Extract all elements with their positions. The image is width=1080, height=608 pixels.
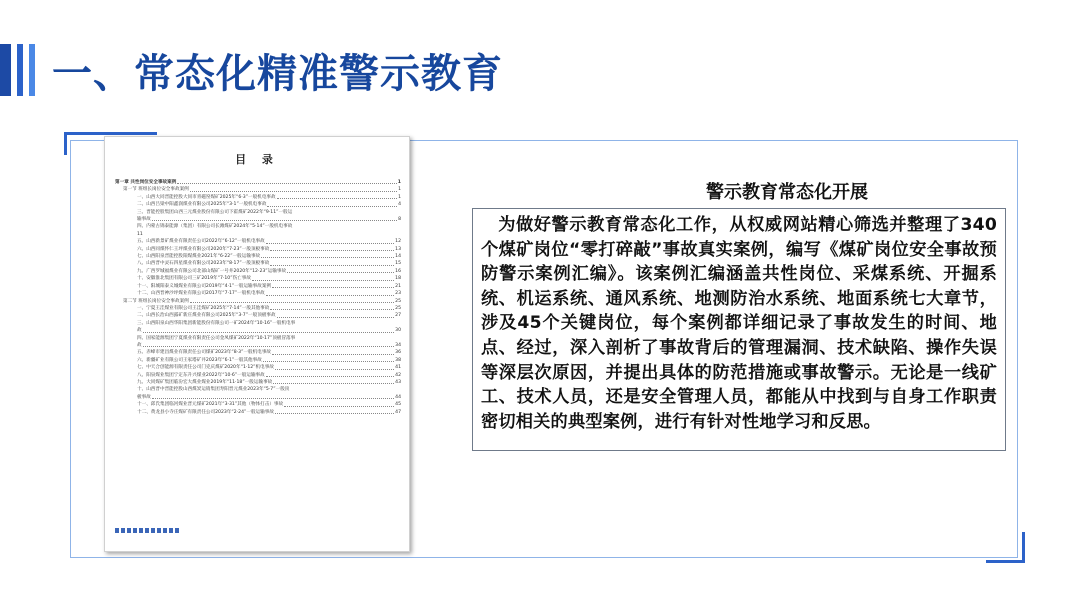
toc-entry	[115, 386, 401, 393]
toc-entry	[115, 283, 401, 290]
toc-entry	[115, 394, 401, 401]
toc-leader-dots	[143, 327, 395, 332]
toc-leader-dots	[152, 216, 397, 221]
toc-entry	[115, 401, 401, 408]
toc-entry	[115, 231, 401, 238]
description-box	[472, 208, 1006, 451]
slide-title: 一、常态化精准警示教育	[52, 51, 503, 97]
toc-entry-page: 1	[398, 187, 401, 193]
toc-leader-dots	[275, 364, 394, 369]
toc-entry	[115, 275, 401, 282]
toc-entry-page: 43	[395, 379, 401, 385]
toc-entry	[115, 246, 401, 253]
toc-entry-page: 30	[395, 328, 401, 334]
toc-entry	[115, 260, 401, 267]
toc-entry-page: 16	[395, 268, 401, 274]
toc-entry-text: 一、宁夏王洼煤业有限公司王洼煤矿2025年“7·14”一般其他事故	[137, 305, 270, 311]
toc-leader-dots	[177, 179, 396, 184]
toc-entry-page: 15	[395, 261, 401, 267]
toc-entry-page: 14	[395, 254, 401, 260]
toc-entry-text: 十二、山西晋神沙坪煤业有限公司2017年“7·17”一般机电事故	[137, 291, 265, 297]
toc-entry	[115, 194, 401, 201]
toc-entry-page: 36	[395, 350, 401, 356]
toc-entry	[115, 253, 401, 260]
toc-entry	[115, 342, 401, 349]
section-heading: 警示教育常态化开展	[706, 182, 868, 203]
toc-entry	[115, 186, 401, 193]
toc-entry-page: 1	[398, 194, 401, 200]
toc-leader-dots	[284, 401, 394, 406]
toc-entry	[115, 238, 401, 245]
toc-leader-dots	[263, 357, 394, 362]
toc-entry-text: 第一节 班组长岗位安全事故案例	[123, 187, 189, 193]
toc-entry-page: 13	[395, 246, 401, 252]
toc-leader-dots	[266, 290, 394, 295]
toc-entry-text: 七、山西阳泉晋能控股阳煤煤业2021年“6·22”一般运输事故	[137, 254, 261, 260]
toc-entry-text: 十一、邱氏集团临河煤业晋元煤矿2021年“3·31”其他（物体打击）事故	[137, 402, 284, 408]
toc-entry-text: 十、安徽淮北集团有限公司三矿2019年“7·10”伤亡事故	[137, 276, 251, 282]
toc-leader-dots	[266, 372, 394, 377]
toc-document-image	[104, 136, 410, 552]
toc-entry-text: 八、阳泉煤业集团宁定东升兴煤业2022年“10·6”一般运输事故	[137, 372, 265, 378]
toc-entry-text: 第一章 共性岗位安全事故案例	[115, 180, 177, 185]
toc-leader-dots	[272, 283, 394, 288]
toc-entry-text: 六、新疆矿业有限公司王家塔矿井2023年“6·1”一般其他事故	[137, 357, 262, 363]
toc-entry-text: 故	[137, 342, 142, 348]
toc-leader-dots	[270, 260, 394, 265]
toc-entry-text: 11	[137, 231, 143, 237]
toc-leader-dots	[273, 379, 394, 384]
toc-entry	[115, 179, 401, 186]
toc-title: 目 录	[235, 153, 279, 166]
toc-entry	[115, 268, 401, 275]
toc-entry	[115, 290, 401, 297]
toc-entry-text: 故	[137, 328, 142, 334]
toc-entry-text: 十二、黄龙县小寺庄煤矿有限责任公司2023年“2·24”一般运输事故	[137, 409, 274, 415]
toc-entry	[115, 335, 401, 342]
toc-leader-dots	[252, 275, 394, 280]
toc-entry	[115, 201, 401, 208]
toc-leader-dots	[143, 342, 395, 347]
toc-entry-text: 八、山西晋中灵石四星煤业有限公司2023年“8·17”一般顶板事故	[137, 261, 270, 267]
toc-entry-page: 44	[395, 394, 401, 400]
toc-entry	[115, 357, 401, 364]
toc-entry	[115, 216, 401, 223]
title-accent-bar	[29, 44, 35, 96]
toc-entry	[115, 223, 401, 230]
toc-entry-page: 4	[398, 202, 401, 208]
toc-leader-dots	[261, 253, 394, 258]
toc-entry-text: 五、山西新景矿煤业有限责任公司2022年“6·12”一般机电事故	[137, 239, 265, 245]
toc-leader-dots	[190, 298, 394, 303]
toc-entry-text: 二、山西长治山西露矿新庄煤业有限公司2025年“3·7”一般顶板事故	[137, 313, 276, 319]
toc-entry-text: 三、山西阳泉山西华阳集团新能股份有限公司一矿2024年“10·16”一般机电事	[137, 320, 296, 326]
toc-entry-page: 8	[398, 217, 401, 223]
toc-entry-text: 九、广西罗城福煤业有限公司北部山煤矿一号井2020年“12·23”运输事故	[137, 268, 287, 274]
toc-entry-page: 23	[395, 291, 401, 297]
toc-entry-page: 42	[395, 372, 401, 378]
description-text: 为做好警示教育常态化工作，从权威网站精心筛选并整理了340个煤矿岗位“零打碎敲”事故真实案例，编写《煤矿岗位安全事故预防警示案例汇编》。该案例汇编涵盖共性岗位、采煤系统、开掘系统、机运系统、通风系统、地测防治水系统、地面系统七大章节，涉及45个关键岗位，每个案例都详细记录了事故发生的时间、地点、经过，深入剖析了事故背后的管理漏洞、技术缺陷、操作失误等深层次原因，并提出具体的防范措施或事故警示。无论是一线矿工、技术人员，还是安全管理人员，都能从中找到与自身工作职责密切相关的典型案例，进行有针对性地学习和反思。	[481, 215, 997, 432]
toc-leader-dots	[277, 312, 395, 317]
toc-entry	[115, 409, 401, 416]
toc-entry-text: 六、山西同煤怀仁王坪煤业有限公司2020年“7·23”一般顶板事故	[137, 246, 270, 252]
toc-entry	[115, 372, 401, 379]
toc-entry-page: 1	[397, 180, 401, 185]
toc-leader-dots	[152, 394, 394, 399]
toc-entry-text: 十一、阳城阳泰义城煤业有限公司2019年“4·1”一般运输事故案例	[137, 283, 272, 289]
toc-leader-dots	[287, 268, 394, 273]
toc-entry-page: 45	[395, 402, 401, 408]
toc-leader-dots	[272, 349, 394, 354]
toc-entry	[115, 312, 401, 319]
toc-entry	[115, 364, 401, 371]
toc-entry-text: 输事故	[137, 217, 151, 223]
toc-entry-page: 21	[395, 283, 401, 289]
toc-entry	[115, 209, 401, 216]
toc-entry-text: 四、国家能源集团宁夏煤业有限责任公司金凤煤矿2022年“10·17”顶板冒落事	[137, 335, 296, 341]
toc-entry	[115, 327, 401, 334]
toc-entry-page: 41	[395, 365, 401, 371]
toc-entry-text: 板事故	[137, 394, 151, 400]
toc-entry	[115, 298, 401, 305]
toc-entry	[115, 379, 401, 386]
toc-entry-page: 27	[395, 313, 401, 319]
toc-leader-dots	[270, 305, 394, 310]
toc-entry-text: 七、中天合创能源有限责任公司门克庆煤矿2020年“1·12”机电事故	[137, 365, 274, 371]
title-accent-bar	[17, 44, 23, 96]
toc-leader-dots	[267, 201, 397, 206]
toc-entry-text: 第二节 班组长岗位安全事故案例	[123, 298, 189, 304]
toc-entry-text: 三、晋能控股集团山西三元煤业股份有限公司下霍煤矿2022年“9·11”一般运	[137, 209, 293, 215]
toc-entry	[115, 305, 401, 312]
toc-entry-page: 38	[395, 357, 401, 363]
toc-entry-page: 25	[395, 298, 401, 304]
toc-list	[115, 179, 401, 416]
toc-leader-dots	[275, 409, 394, 414]
toc-entry	[115, 320, 401, 327]
toc-leader-dots	[266, 238, 394, 243]
toc-leader-dots	[277, 194, 397, 199]
toc-entry-text: 九、大同煤矿集团临汾宏大煤业煤业2019年“11·18”一般运输事故	[137, 379, 273, 385]
toc-entry-text: 十、山西晋中晋能控股山西煤炭运销集团寿阳晋元煤业2023年“5·7”一般顶	[137, 387, 290, 393]
title-accent-bar	[0, 44, 11, 96]
toc-entry	[115, 349, 401, 356]
toc-entry-text: 五、赤峰市建昌煤业有限责任公司煤矿2023年“8·3”一般机电事故	[137, 350, 272, 356]
toc-leader-dots	[270, 246, 394, 251]
toc-entry-text: 一、山西大同晋能控股大同市青磁窑煤矿2025年“6·3”一般机电事故	[137, 194, 276, 200]
toc-entry-page: 18	[395, 276, 401, 282]
toc-entry-page: 47	[395, 409, 401, 415]
toc-entry-page: 34	[395, 342, 401, 348]
toc-entry-text: 四、内蒙古锦泰能源（集团）有限公司长滩煤矿2024年“5·14”一般机电事故	[137, 224, 293, 230]
frame-corner-bottom-right	[986, 532, 1025, 563]
toc-entry-page: 25	[395, 305, 401, 311]
document-footer-decoration	[115, 528, 179, 533]
toc-entry-text: 二、山西吕梁中阳鑫润煤业有限公司2025年“3·1”一般机电事故	[137, 202, 267, 208]
toc-leader-dots	[190, 186, 397, 191]
toc-entry-page: 12	[395, 239, 401, 245]
